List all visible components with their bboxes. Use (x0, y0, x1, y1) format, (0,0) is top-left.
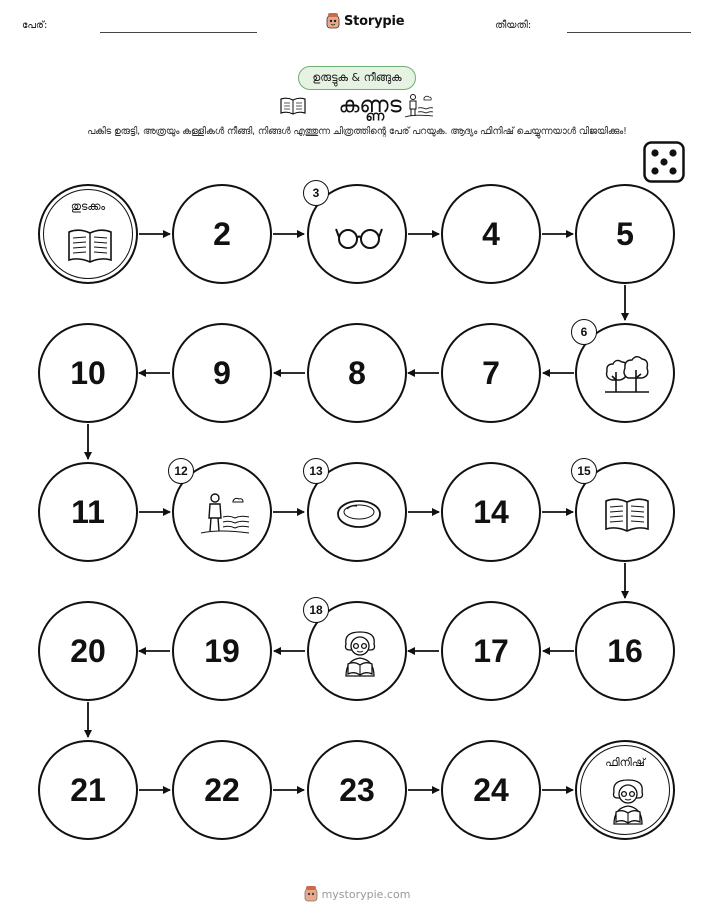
board-space-12[interactable] (172, 462, 272, 562)
target-word: കണ്ണട (338, 93, 402, 118)
space-number: 5 (616, 216, 634, 252)
date-label: തീയതി: (495, 20, 532, 31)
space-number: 11 (71, 494, 105, 530)
space-number: 2 (213, 216, 231, 252)
space-number: 20 (70, 633, 106, 669)
start-label: തുടക്കം (70, 200, 106, 213)
board-space-5[interactable] (575, 184, 675, 284)
board-space-18[interactable] (307, 601, 407, 701)
brand-name: Storypie (344, 13, 405, 29)
board-space-15[interactable] (575, 462, 675, 562)
space-number: 9 (213, 355, 231, 391)
board-space-19[interactable] (172, 601, 272, 701)
space-number: 22 (204, 772, 240, 808)
board-space-21[interactable] (38, 740, 138, 840)
board-space-2[interactable] (172, 184, 272, 284)
board-space-8[interactable] (307, 323, 407, 423)
board-space-14[interactable] (441, 462, 541, 562)
board-space-7[interactable] (441, 323, 541, 423)
name-label: പേര്: (22, 20, 48, 31)
footer-site[interactable]: mystorypie.com (321, 887, 411, 901)
space-number: 19 (204, 633, 240, 669)
board-space-11[interactable] (38, 462, 138, 562)
space-number-badge: 12 (168, 458, 194, 484)
space-number-badge: 3 (303, 180, 329, 206)
space-number: 4 (482, 216, 500, 252)
board-space-16[interactable] (575, 601, 675, 701)
space-number: 8 (348, 355, 366, 391)
space-number-badge: 6 (571, 319, 597, 345)
board-space-10[interactable] (38, 323, 138, 423)
finish-space[interactable] (575, 740, 675, 840)
space-number: 23 (339, 772, 375, 808)
space-number: 17 (473, 633, 509, 669)
board-space-20[interactable] (38, 601, 138, 701)
space-number: 14 (473, 494, 509, 530)
space-number: 7 (482, 355, 500, 391)
board-space-17[interactable] (441, 601, 541, 701)
start-space[interactable] (38, 184, 138, 284)
board-space-4[interactable] (441, 184, 541, 284)
board-space-22[interactable] (172, 740, 272, 840)
board-space-24[interactable] (441, 740, 541, 840)
footer (0, 886, 714, 902)
activity-pill: ഉരുട്ടുക & നീങ്ങുക (298, 66, 416, 90)
space-number: 16 (607, 633, 643, 669)
space-number: 10 (70, 355, 106, 391)
board-space-13[interactable] (307, 462, 407, 562)
space-number: 24 (473, 772, 509, 808)
space-number-badge: 15 (571, 458, 597, 484)
board-space-3[interactable] (307, 184, 407, 284)
instructions: പകിട ഉരുട്ടി, അത്രയും കള്ളികൾ നീങ്ങി, നിങ്ങൾ എത്തുന്ന ചിത്രത്തിന്റെ പേര് പറയുക. ആദ്യം ഫിനിഷ് ചെയ്യുന്നയാൾ വിജയിക്കും! (87, 126, 627, 137)
storypie-mascot-icon (304, 886, 318, 902)
finish-label: ഫിനിഷ് (605, 756, 645, 769)
board-space-9[interactable] (172, 323, 272, 423)
space-number-badge: 13 (303, 458, 329, 484)
space-number: 21 (70, 772, 106, 808)
board-space-23[interactable] (307, 740, 407, 840)
space-number-badge: 18 (303, 597, 329, 623)
board-space-6[interactable] (575, 323, 675, 423)
